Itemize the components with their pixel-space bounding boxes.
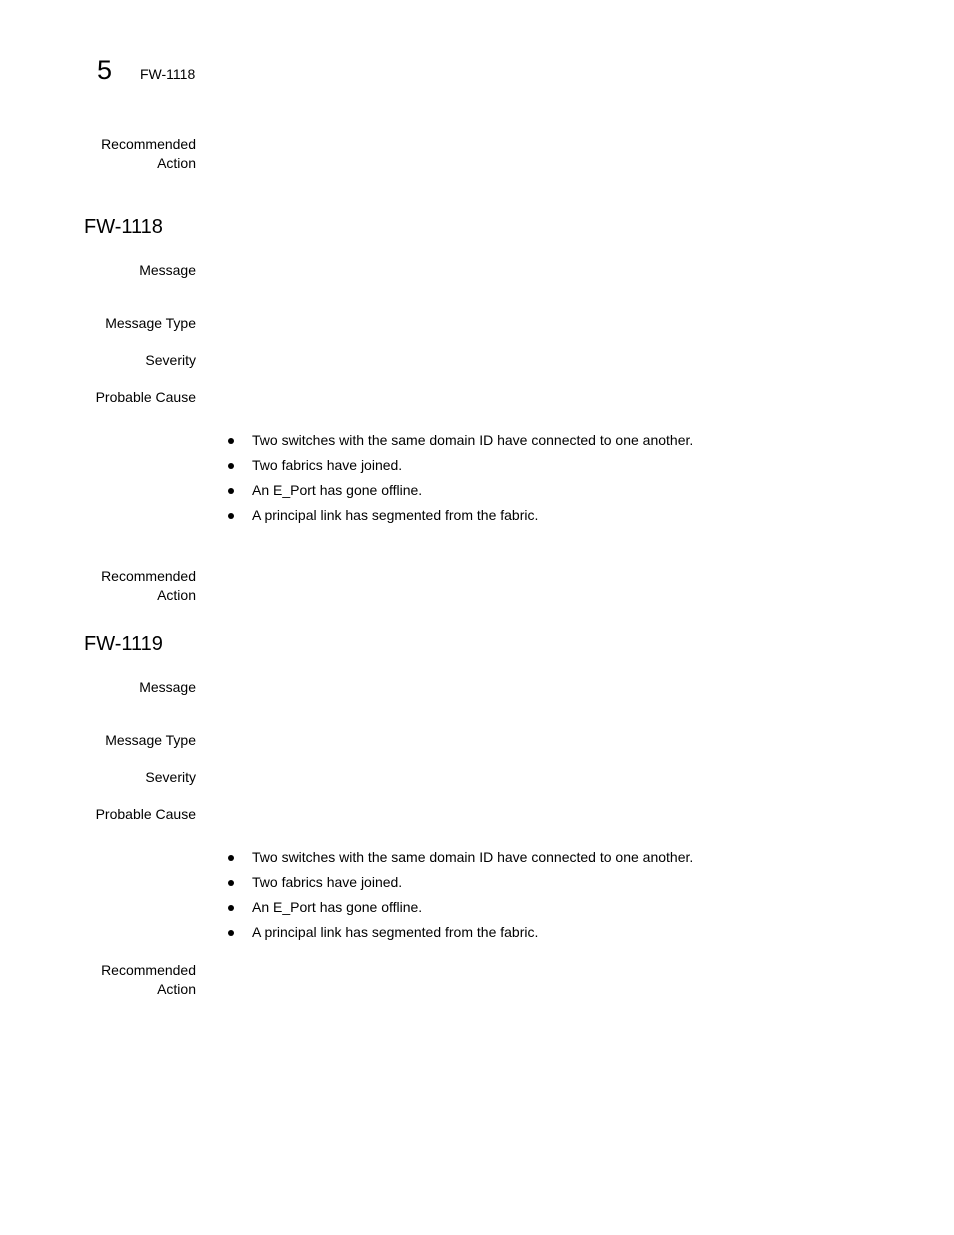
bullet-icon	[228, 880, 234, 886]
list-item: Two fabrics have joined.	[224, 453, 693, 478]
bullet-icon	[228, 488, 234, 494]
list-item: Two switches with the same domain ID have connected to one another.	[224, 845, 693, 870]
list-item: An E_Port has gone offline.	[224, 895, 693, 920]
severity-label: Severity	[145, 769, 196, 785]
running-header-title: FW-1118	[140, 66, 196, 82]
message-type-label: Message Type	[105, 315, 196, 331]
probable-cause-label: Probable Cause	[95, 389, 196, 405]
bullet-icon	[228, 513, 234, 519]
probable-cause-list	[224, 428, 693, 528]
severity-label: Severity	[145, 352, 196, 368]
message-label: Message	[139, 679, 196, 695]
list-item: Two switches with the same domain ID have connected to one another.	[224, 428, 693, 453]
section-heading-fw-1119: FW-1119	[84, 633, 163, 655]
bullet-icon	[228, 463, 234, 469]
list-item: A principal link has segmented from the fabric.	[224, 920, 693, 945]
probable-cause-label: Probable Cause	[95, 806, 196, 822]
message-type-label: Message Type	[105, 732, 196, 748]
list-item: A principal link has segmented from the fabric.	[224, 503, 693, 528]
bullet-icon	[228, 905, 234, 911]
bullet-icon	[228, 855, 234, 861]
probable-cause-list	[224, 845, 693, 945]
recommended-action-label: Recommended Action	[101, 962, 196, 997]
bullet-icon	[228, 438, 234, 444]
chapter-number: 5	[97, 55, 113, 85]
recommended-action-label: Recommended Action	[101, 136, 196, 171]
list-item: An E_Port has gone offline.	[224, 478, 693, 503]
recommended-action-label: Recommended Action	[101, 568, 196, 603]
bullet-icon	[228, 930, 234, 936]
message-label: Message	[139, 262, 196, 278]
section-heading-fw-1118: FW-1118	[84, 216, 163, 238]
list-item: Two fabrics have joined.	[224, 870, 693, 895]
